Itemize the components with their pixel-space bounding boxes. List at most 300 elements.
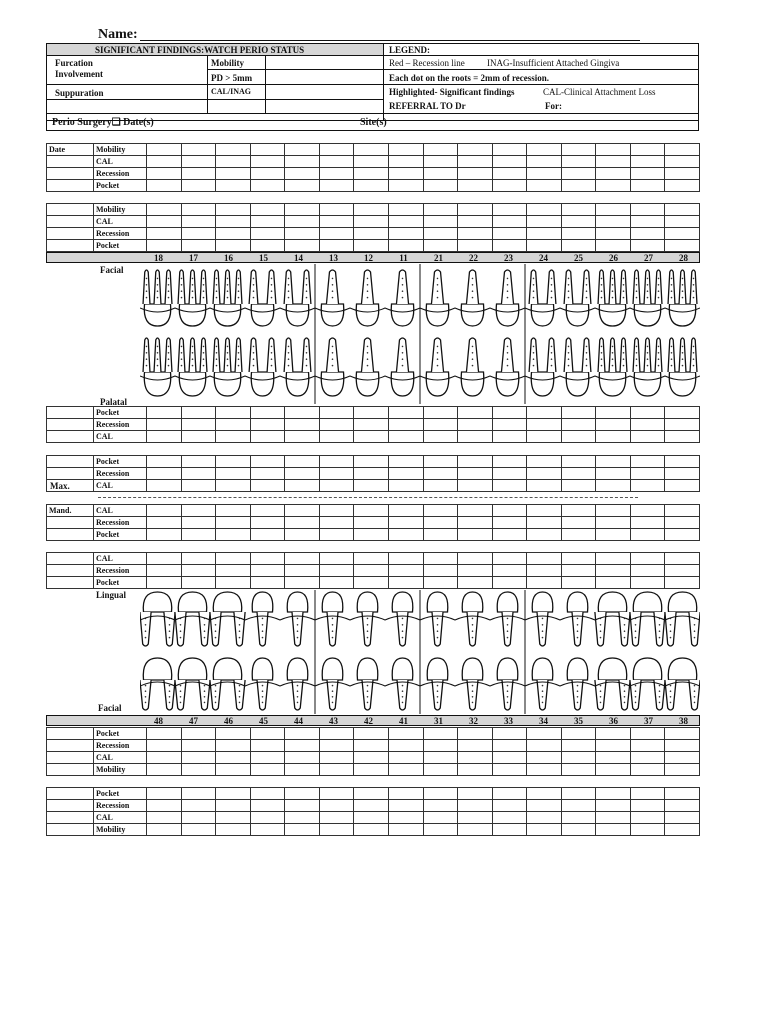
tooth-icon[interactable] [598, 338, 627, 396]
entry-cell[interactable] [596, 431, 631, 443]
entry-cell[interactable] [285, 728, 320, 740]
entry-cell[interactable] [596, 456, 631, 468]
entry-cell[interactable] [423, 419, 458, 431]
entry-cell[interactable] [250, 228, 285, 240]
entry-cell[interactable] [216, 740, 251, 752]
entry-cell[interactable] [630, 480, 665, 492]
entry-cell[interactable] [423, 752, 458, 764]
entry-cell[interactable] [527, 529, 562, 541]
entry-cell[interactable] [630, 407, 665, 419]
entry-cell[interactable] [354, 156, 389, 168]
entry-cell[interactable] [665, 431, 700, 443]
entry-cell[interactable] [319, 764, 354, 776]
entry-cell[interactable] [492, 228, 527, 240]
entry-cell[interactable] [388, 456, 423, 468]
entry-cell[interactable] [630, 419, 665, 431]
entry-cell[interactable] [388, 824, 423, 836]
entry-cell[interactable] [181, 419, 216, 431]
entry-cell[interactable] [216, 553, 251, 565]
entry-cell[interactable] [596, 407, 631, 419]
entry-cell[interactable] [561, 144, 596, 156]
entry-cell[interactable] [630, 577, 665, 589]
tooth-icon[interactable] [356, 338, 379, 396]
entry-cell[interactable] [492, 468, 527, 480]
entry-cell[interactable] [458, 577, 493, 589]
entry-cell[interactable] [319, 505, 354, 517]
entry-cell[interactable] [665, 788, 700, 800]
entry-cell[interactable] [492, 565, 527, 577]
entry-cell[interactable] [250, 419, 285, 431]
entry-cell[interactable] [561, 752, 596, 764]
entry-cell[interactable] [388, 240, 423, 252]
entry-cell[interactable] [319, 517, 354, 529]
entry-cell[interactable] [596, 728, 631, 740]
entry-cell[interactable] [388, 800, 423, 812]
tooth-icon[interactable] [426, 338, 449, 396]
entry-cell[interactable] [285, 431, 320, 443]
entry-cell[interactable] [181, 505, 216, 517]
entry-cell[interactable] [527, 240, 562, 252]
entry-cell[interactable] [596, 752, 631, 764]
tooth-icon[interactable] [532, 592, 553, 646]
entry-cell[interactable] [630, 824, 665, 836]
entry-cell[interactable] [527, 156, 562, 168]
entry-cell[interactable] [354, 577, 389, 589]
tooth-icon[interactable] [461, 338, 484, 396]
entry-cell[interactable] [458, 764, 493, 776]
entry-cell[interactable] [527, 407, 562, 419]
entry-cell[interactable] [630, 740, 665, 752]
entry-cell[interactable] [561, 812, 596, 824]
entry-cell[interactable] [147, 740, 182, 752]
entry-cell[interactable] [216, 228, 251, 240]
tooth-icon[interactable] [633, 338, 662, 396]
entry-cell[interactable] [423, 800, 458, 812]
entry-cell[interactable] [250, 180, 285, 192]
tooth-icon[interactable] [321, 270, 344, 326]
entry-cell[interactable] [561, 788, 596, 800]
tooth-icon[interactable] [598, 270, 627, 326]
entry-cell[interactable] [147, 480, 182, 492]
entry-cell[interactable] [147, 764, 182, 776]
tooth-icon[interactable] [595, 592, 630, 646]
tooth-icon[interactable] [322, 658, 343, 710]
tooth-icon[interactable] [357, 592, 378, 646]
entry-cell[interactable] [181, 824, 216, 836]
tooth-icon[interactable] [496, 338, 519, 396]
entry-cell[interactable] [147, 824, 182, 836]
entry-cell[interactable] [492, 419, 527, 431]
entry-cell[interactable] [527, 505, 562, 517]
entry-cell[interactable] [216, 180, 251, 192]
entry-cell[interactable] [181, 180, 216, 192]
entry-cell[interactable] [250, 216, 285, 228]
entry-cell[interactable] [458, 517, 493, 529]
entry-cell[interactable] [250, 204, 285, 216]
entry-cell[interactable] [630, 168, 665, 180]
entry-cell[interactable] [492, 505, 527, 517]
entry-cell[interactable] [319, 728, 354, 740]
entry-cell[interactable] [216, 800, 251, 812]
entry-cell[interactable] [665, 505, 700, 517]
entry-cell[interactable] [388, 517, 423, 529]
entry-cell[interactable] [630, 216, 665, 228]
entry-cell[interactable] [630, 204, 665, 216]
entry-cell[interactable] [596, 144, 631, 156]
entry-cell[interactable] [527, 565, 562, 577]
entry-cell[interactable] [665, 728, 700, 740]
entry-cell[interactable] [527, 431, 562, 443]
entry-cell[interactable] [354, 764, 389, 776]
entry-cell[interactable] [181, 204, 216, 216]
entry-cell[interactable] [388, 764, 423, 776]
entry-cell[interactable] [492, 456, 527, 468]
tooth-icon[interactable] [249, 270, 276, 326]
entry-cell[interactable] [319, 529, 354, 541]
entry-cell[interactable] [354, 407, 389, 419]
entry-cell[interactable] [319, 144, 354, 156]
entry-cell[interactable] [492, 824, 527, 836]
entry-cell[interactable] [596, 480, 631, 492]
entry-cell[interactable] [423, 740, 458, 752]
tooth-icon[interactable] [143, 270, 172, 326]
tooth-icon[interactable] [668, 338, 697, 396]
entry-cell[interactable] [423, 456, 458, 468]
tooth-icon[interactable] [497, 592, 518, 646]
entry-cell[interactable] [527, 740, 562, 752]
entry-cell[interactable] [319, 456, 354, 468]
tooth-icon[interactable] [143, 338, 172, 396]
tooth-icon[interactable] [284, 338, 311, 396]
entry-cell[interactable] [147, 456, 182, 468]
entry-cell[interactable] [388, 168, 423, 180]
tooth-icon[interactable] [249, 338, 276, 396]
entry-cell[interactable] [630, 144, 665, 156]
entry-cell[interactable] [561, 824, 596, 836]
entry-cell[interactable] [423, 824, 458, 836]
entry-cell[interactable] [250, 144, 285, 156]
entry-cell[interactable] [388, 577, 423, 589]
entry-cell[interactable] [596, 764, 631, 776]
tooth-icon[interactable] [668, 270, 697, 326]
entry-cell[interactable] [561, 800, 596, 812]
entry-cell[interactable] [285, 812, 320, 824]
entry-cell[interactable] [319, 577, 354, 589]
entry-cell[interactable] [458, 505, 493, 517]
entry-cell[interactable] [492, 431, 527, 443]
entry-cell[interactable] [561, 517, 596, 529]
entry-cell[interactable] [319, 740, 354, 752]
entry-cell[interactable] [492, 752, 527, 764]
entry-cell[interactable] [527, 800, 562, 812]
entry-cell[interactable] [492, 240, 527, 252]
entry-cell[interactable] [147, 505, 182, 517]
entry-cell[interactable] [423, 728, 458, 740]
entry-cell[interactable] [354, 180, 389, 192]
entry-cell[interactable] [527, 812, 562, 824]
entry-cell[interactable] [319, 565, 354, 577]
tooth-icon[interactable] [391, 338, 414, 396]
entry-cell[interactable] [285, 764, 320, 776]
tooth-icon[interactable] [357, 658, 378, 710]
entry-cell[interactable] [630, 788, 665, 800]
tooth-icon[interactable] [633, 270, 662, 326]
entry-cell[interactable] [458, 144, 493, 156]
entry-cell[interactable] [250, 812, 285, 824]
tooth-icon[interactable] [213, 270, 242, 326]
entry-cell[interactable] [250, 764, 285, 776]
entry-cell[interactable] [250, 240, 285, 252]
entry-cell[interactable] [354, 553, 389, 565]
tooth-icon[interactable] [287, 592, 308, 646]
entry-cell[interactable] [181, 812, 216, 824]
entry-cell[interactable] [216, 764, 251, 776]
entry-cell[interactable] [458, 752, 493, 764]
entry-cell[interactable] [596, 788, 631, 800]
entry-cell[interactable] [147, 468, 182, 480]
entry-cell[interactable] [492, 144, 527, 156]
entry-cell[interactable] [354, 752, 389, 764]
entry-cell[interactable] [354, 431, 389, 443]
entry-cell[interactable] [630, 505, 665, 517]
entry-cell[interactable] [250, 788, 285, 800]
entry-cell[interactable] [319, 800, 354, 812]
entry-cell[interactable] [561, 728, 596, 740]
entry-cell[interactable] [216, 529, 251, 541]
entry-cell[interactable] [216, 480, 251, 492]
name-field-line[interactable] [140, 40, 640, 41]
entry-cell[interactable] [147, 204, 182, 216]
entry-cell[interactable] [665, 480, 700, 492]
entry-cell[interactable] [250, 168, 285, 180]
entry-cell[interactable] [492, 740, 527, 752]
entry-cell[interactable] [181, 764, 216, 776]
entry-cell[interactable] [181, 216, 216, 228]
entry-cell[interactable] [458, 168, 493, 180]
entry-cell[interactable] [458, 529, 493, 541]
entry-cell[interactable] [665, 240, 700, 252]
entry-cell[interactable] [147, 228, 182, 240]
entry-cell[interactable] [216, 728, 251, 740]
tooth-icon[interactable] [462, 658, 483, 710]
entry-cell[interactable] [630, 456, 665, 468]
entry-cell[interactable] [596, 800, 631, 812]
entry-cell[interactable] [354, 168, 389, 180]
entry-cell[interactable] [527, 752, 562, 764]
entry-cell[interactable] [216, 565, 251, 577]
entry-cell[interactable] [596, 168, 631, 180]
entry-cell[interactable] [181, 529, 216, 541]
tooth-icon[interactable] [213, 338, 242, 396]
entry-cell[interactable] [250, 728, 285, 740]
entry-cell[interactable] [319, 812, 354, 824]
entry-cell[interactable] [423, 468, 458, 480]
entry-cell[interactable] [665, 468, 700, 480]
entry-cell[interactable] [319, 419, 354, 431]
entry-cell[interactable] [285, 824, 320, 836]
entry-cell[interactable] [561, 529, 596, 541]
entry-cell[interactable] [354, 144, 389, 156]
entry-cell[interactable] [630, 553, 665, 565]
tooth-icon[interactable] [529, 338, 556, 396]
tooth-icon[interactable] [564, 270, 591, 326]
tooth-icon[interactable] [391, 270, 414, 326]
entry-cell[interactable] [388, 788, 423, 800]
entry-cell[interactable] [596, 577, 631, 589]
entry-cell[interactable] [354, 419, 389, 431]
entry-cell[interactable] [458, 480, 493, 492]
entry-cell[interactable] [665, 407, 700, 419]
entry-cell[interactable] [527, 228, 562, 240]
entry-cell[interactable] [527, 480, 562, 492]
entry-cell[interactable] [147, 728, 182, 740]
entry-cell[interactable] [561, 764, 596, 776]
entry-cell[interactable] [458, 468, 493, 480]
tooth-icon[interactable] [210, 592, 245, 646]
entry-cell[interactable] [388, 812, 423, 824]
entry-cell[interactable] [665, 577, 700, 589]
entry-cell[interactable] [354, 740, 389, 752]
entry-cell[interactable] [388, 180, 423, 192]
entry-cell[interactable] [319, 168, 354, 180]
tooth-icon[interactable] [529, 270, 556, 326]
entry-cell[interactable] [216, 144, 251, 156]
entry-cell[interactable] [630, 517, 665, 529]
entry-cell[interactable] [388, 156, 423, 168]
entry-cell[interactable] [561, 204, 596, 216]
entry-cell[interactable] [354, 228, 389, 240]
entry-cell[interactable] [630, 764, 665, 776]
entry-cell[interactable] [319, 180, 354, 192]
entry-cell[interactable] [181, 144, 216, 156]
entry-cell[interactable] [665, 824, 700, 836]
entry-cell[interactable] [250, 529, 285, 541]
entry-cell[interactable] [561, 740, 596, 752]
entry-cell[interactable] [596, 228, 631, 240]
entry-cell[interactable] [147, 812, 182, 824]
entry-cell[interactable] [181, 240, 216, 252]
entry-cell[interactable] [423, 529, 458, 541]
entry-cell[interactable] [354, 505, 389, 517]
entry-cell[interactable] [423, 180, 458, 192]
entry-cell[interactable] [285, 752, 320, 764]
entry-cell[interactable] [492, 728, 527, 740]
entry-cell[interactable] [250, 553, 285, 565]
entry-cell[interactable] [630, 565, 665, 577]
entry-cell[interactable] [388, 468, 423, 480]
entry-cell[interactable] [181, 168, 216, 180]
entry-cell[interactable] [596, 204, 631, 216]
entry-cell[interactable] [285, 240, 320, 252]
tooth-icon[interactable] [665, 592, 700, 646]
entry-cell[interactable] [354, 728, 389, 740]
entry-cell[interactable] [423, 240, 458, 252]
entry-cell[interactable] [492, 800, 527, 812]
entry-cell[interactable] [181, 740, 216, 752]
entry-cell[interactable] [354, 240, 389, 252]
entry-cell[interactable] [216, 456, 251, 468]
entry-cell[interactable] [181, 228, 216, 240]
tooth-icon[interactable] [322, 592, 343, 646]
entry-cell[interactable] [492, 577, 527, 589]
entry-cell[interactable] [665, 456, 700, 468]
entry-cell[interactable] [423, 480, 458, 492]
entry-cell[interactable] [147, 180, 182, 192]
entry-cell[interactable] [285, 204, 320, 216]
entry-cell[interactable] [596, 565, 631, 577]
entry-cell[interactable] [147, 517, 182, 529]
entry-cell[interactable] [181, 456, 216, 468]
entry-cell[interactable] [596, 180, 631, 192]
entry-cell[interactable] [388, 419, 423, 431]
entry-cell[interactable] [354, 529, 389, 541]
tooth-icon[interactable] [178, 270, 207, 326]
entry-cell[interactable] [423, 517, 458, 529]
entry-cell[interactable] [354, 468, 389, 480]
entry-cell[interactable] [181, 788, 216, 800]
entry-cell[interactable] [561, 553, 596, 565]
entry-cell[interactable] [665, 168, 700, 180]
entry-cell[interactable] [458, 812, 493, 824]
entry-cell[interactable] [285, 480, 320, 492]
entry-cell[interactable] [285, 468, 320, 480]
entry-cell[interactable] [596, 240, 631, 252]
entry-cell[interactable] [458, 204, 493, 216]
entry-cell[interactable] [354, 216, 389, 228]
entry-cell[interactable] [216, 407, 251, 419]
entry-cell[interactable] [147, 144, 182, 156]
entry-cell[interactable] [181, 752, 216, 764]
entry-cell[interactable] [630, 180, 665, 192]
entry-cell[interactable] [285, 144, 320, 156]
entry-cell[interactable] [561, 456, 596, 468]
entry-cell[interactable] [147, 788, 182, 800]
entry-cell[interactable] [354, 812, 389, 824]
entry-cell[interactable] [216, 505, 251, 517]
entry-cell[interactable] [181, 517, 216, 529]
entry-cell[interactable] [250, 824, 285, 836]
entry-cell[interactable] [458, 419, 493, 431]
entry-cell[interactable] [596, 529, 631, 541]
entry-cell[interactable] [458, 240, 493, 252]
entry-cell[interactable] [388, 740, 423, 752]
entry-cell[interactable] [354, 204, 389, 216]
entry-cell[interactable] [216, 216, 251, 228]
entry-cell[interactable] [458, 800, 493, 812]
entry-cell[interactable] [319, 216, 354, 228]
entry-cell[interactable] [250, 740, 285, 752]
entry-cell[interactable] [665, 156, 700, 168]
entry-cell[interactable] [527, 204, 562, 216]
entry-cell[interactable] [665, 812, 700, 824]
entry-cell[interactable] [665, 180, 700, 192]
entry-cell[interactable] [561, 505, 596, 517]
entry-cell[interactable] [596, 216, 631, 228]
entry-cell[interactable] [630, 800, 665, 812]
entry-cell[interactable] [250, 468, 285, 480]
entry-cell[interactable] [492, 812, 527, 824]
entry-cell[interactable] [561, 216, 596, 228]
entry-cell[interactable] [492, 553, 527, 565]
entry-cell[interactable] [527, 788, 562, 800]
entry-cell[interactable] [596, 517, 631, 529]
entry-cell[interactable] [319, 752, 354, 764]
entry-cell[interactable] [285, 800, 320, 812]
entry-cell[interactable] [250, 407, 285, 419]
entry-cell[interactable] [147, 156, 182, 168]
entry-cell[interactable] [665, 216, 700, 228]
entry-cell[interactable] [458, 228, 493, 240]
